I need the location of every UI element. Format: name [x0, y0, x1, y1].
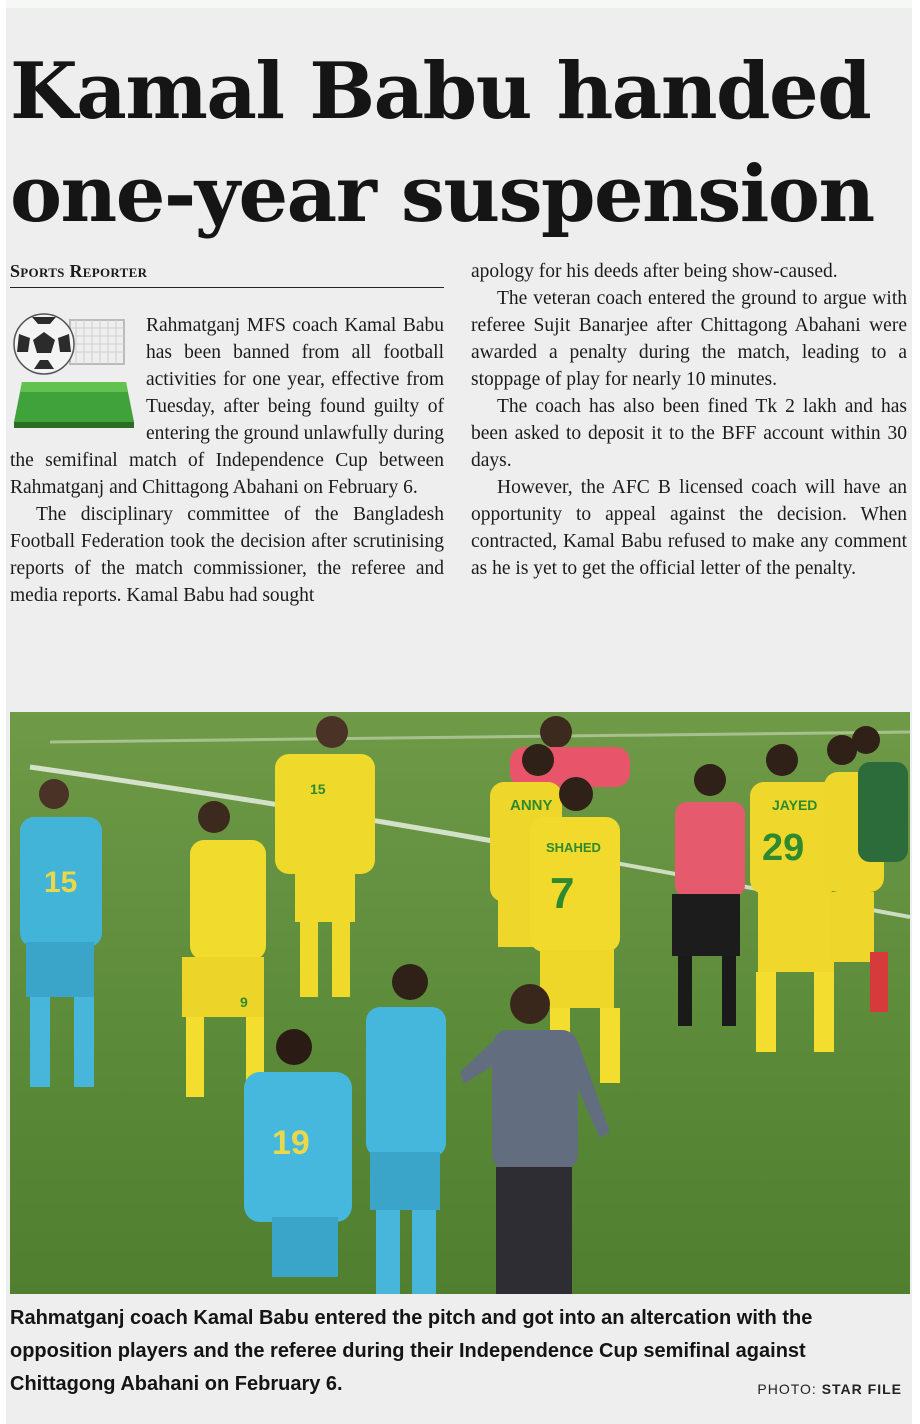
article-column-1 [10, 312, 444, 609]
jersey-number: 15 [44, 866, 78, 899]
paragraph: The veteran coach entered the ground to argue with referee Sujit Banarjee after Chittagong Abahani were awarded a penalty during the match, leading to a stoppage of play for nearly 10 minutes. [471, 288, 907, 390]
newspaper-page [6, 0, 912, 1424]
paragraph: Rahmatganj MFS coach Kamal Babu has been banned from all football activities for one year, effective from Tuesday, after being found guilty of entering the ground unlawfully during the semifinal match of Independence Cup between Rahmatganj and Chittagong Abahani on February 6. [10, 315, 444, 498]
football-goal-icon [10, 312, 138, 432]
photo-credit [757, 1381, 902, 1397]
top-band [6, 0, 912, 8]
photo-credit-label: PHOTO: [757, 1381, 817, 1397]
jersey-name: JAYED [772, 797, 818, 813]
jersey-name: ANNY [510, 797, 553, 814]
jersey-number: 9 [240, 994, 248, 1010]
photo-credit-source: STAR FILE [821, 1381, 902, 1397]
photo-caption: Rahmatganj coach Kamal Babu entered the pitch and got into an altercation with the opposition players and the referee during their Independence Cup semifinal against Chittagong Abahani on February 6. [10, 1307, 813, 1395]
headline-line-2: one-year suspension [10, 149, 874, 240]
match-photo [10, 712, 910, 1294]
jersey-name: SHAHED [546, 840, 601, 855]
byline: Sports Reporter [10, 261, 444, 288]
jersey-number: 29 [762, 827, 805, 869]
paragraph: The disciplinary committee of the Bangladesh Football Federation took the decision after scrutinising reports of the match commissioner, the referee and media reports. Kamal Babu had sought [10, 504, 444, 606]
article-column-2 [471, 258, 907, 582]
headline-line-1: Kamal Babu handed [10, 46, 871, 137]
jersey-number: 19 [272, 1124, 310, 1162]
paragraph: However, the AFC B licensed coach will have an opportunity to appeal against the decision. When contracted, Kamal Babu refused to make any comment as he is yet to get the official letter of the penalty. [471, 477, 907, 579]
headline [10, 40, 910, 246]
jersey-number: 15 [310, 781, 326, 797]
jersey-number: 7 [550, 869, 575, 918]
paragraph: The coach has also been fined Tk 2 lakh and has been asked to deposit it to the BFF account within 30 days. [471, 396, 907, 471]
paragraph: apology for his deeds after being show-caused. [471, 261, 838, 282]
